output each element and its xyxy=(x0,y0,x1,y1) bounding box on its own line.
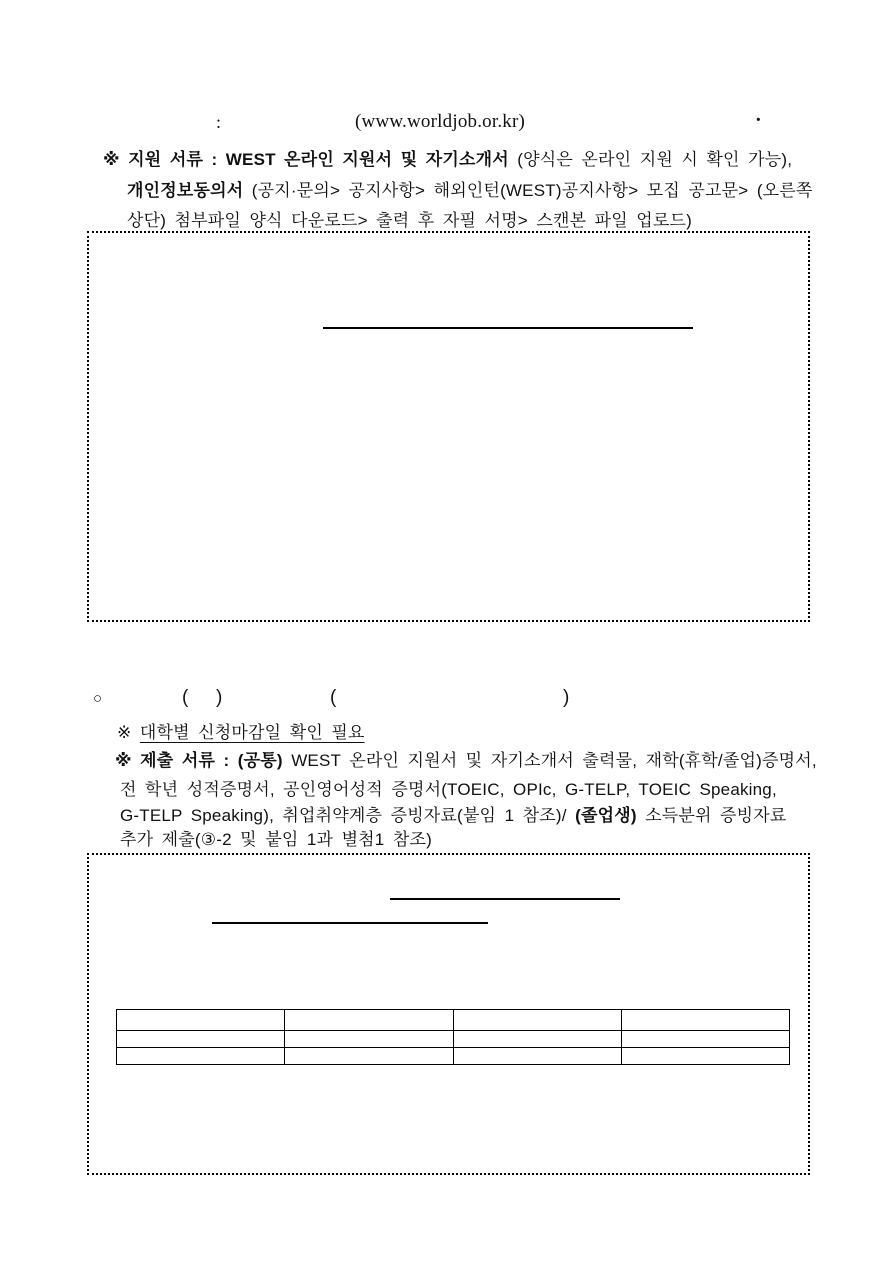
empty-table xyxy=(116,1009,790,1065)
table-cell xyxy=(117,1031,285,1048)
table-cell xyxy=(285,1031,453,1048)
blank-fill-line-3 xyxy=(212,922,488,924)
apply-docs-marker: ※ xyxy=(103,150,120,169)
apply-docs-line2-regular: (공지·문의> 공지사항> 해외인턴(WEST)공지사항> 모집 공고문> (오른쪽 xyxy=(243,181,813,200)
table-cell xyxy=(117,1048,285,1065)
apply-docs-line2-bold: 개인정보동의서 xyxy=(127,181,244,200)
apply-docs-line1 xyxy=(103,145,792,170)
table-cell xyxy=(453,1010,621,1031)
table-row xyxy=(117,1010,790,1031)
paren-open-1: ( xyxy=(182,687,189,708)
table-cell xyxy=(285,1010,453,1031)
submit-docs-line3 xyxy=(120,801,787,826)
submit-docs-line1-bold: 제출 서류 : (공통) xyxy=(140,751,283,770)
notice-box-1 xyxy=(87,231,810,622)
paren-close-1: ) xyxy=(216,687,223,708)
table-cell xyxy=(621,1010,789,1031)
table-cell xyxy=(453,1048,621,1065)
table-cell xyxy=(621,1031,789,1048)
submit-docs-line3-regular-b: 소득분위 증빙자료 xyxy=(636,806,787,825)
paren-open-2: ( xyxy=(330,687,337,708)
table-row xyxy=(117,1031,790,1048)
deadline-note xyxy=(117,718,365,743)
submit-docs-line1 xyxy=(115,746,817,771)
blank-fill-line-1 xyxy=(323,327,693,329)
deadline-marker: ※ xyxy=(117,723,132,742)
apply-docs-line3: 상단) 첨부파일 양식 다운로드> 출력 후 자필 서명> 스캔본 파일 업로드) xyxy=(127,211,693,230)
blank-fill-line-2 xyxy=(390,898,620,900)
deadline-text: 대학별 신청마감일 확인 필요 xyxy=(139,723,365,742)
website-url: (www.worldjob.or.kr) xyxy=(355,111,526,132)
table-cell xyxy=(285,1048,453,1065)
submit-docs-line2: 전 학년 성적증명서, 공인영어성적 증명서(TOEIC, OPIc, G-TELP, TOEIC Speaking, xyxy=(120,780,777,799)
apply-docs-line2 xyxy=(127,176,813,201)
table-row xyxy=(117,1048,790,1065)
submit-docs-line3-bold: (졸업생) xyxy=(575,806,637,825)
submit-docs-line4: 추가 제출(③-2 및 붙임 1과 별첨1 참조) xyxy=(120,830,432,849)
bullet-dot: · xyxy=(755,109,762,131)
submit-docs-line3-regular-a: G-TELP Speaking), 취업취약계층 증빙자료(붙임 1 참조)/ xyxy=(120,806,576,825)
circle-marker: ○ xyxy=(93,690,103,707)
header-colon: : xyxy=(216,112,222,132)
submit-docs-marker: ※ xyxy=(115,751,132,770)
apply-docs-line1-regular: (양식은 온라인 지원 시 확인 가능), xyxy=(508,150,793,169)
table-cell xyxy=(453,1031,621,1048)
apply-docs-line1-bold: 지원 서류 : WEST 온라인 지원서 및 자기소개서 xyxy=(128,150,509,169)
submit-docs-line1-regular: WEST 온라인 지원서 및 자기소개서 출력물, 재학(휴학/졸업)증명서, xyxy=(282,751,817,770)
table-cell xyxy=(117,1010,285,1031)
table-cell xyxy=(621,1048,789,1065)
paren-close-2: ) xyxy=(563,687,570,708)
